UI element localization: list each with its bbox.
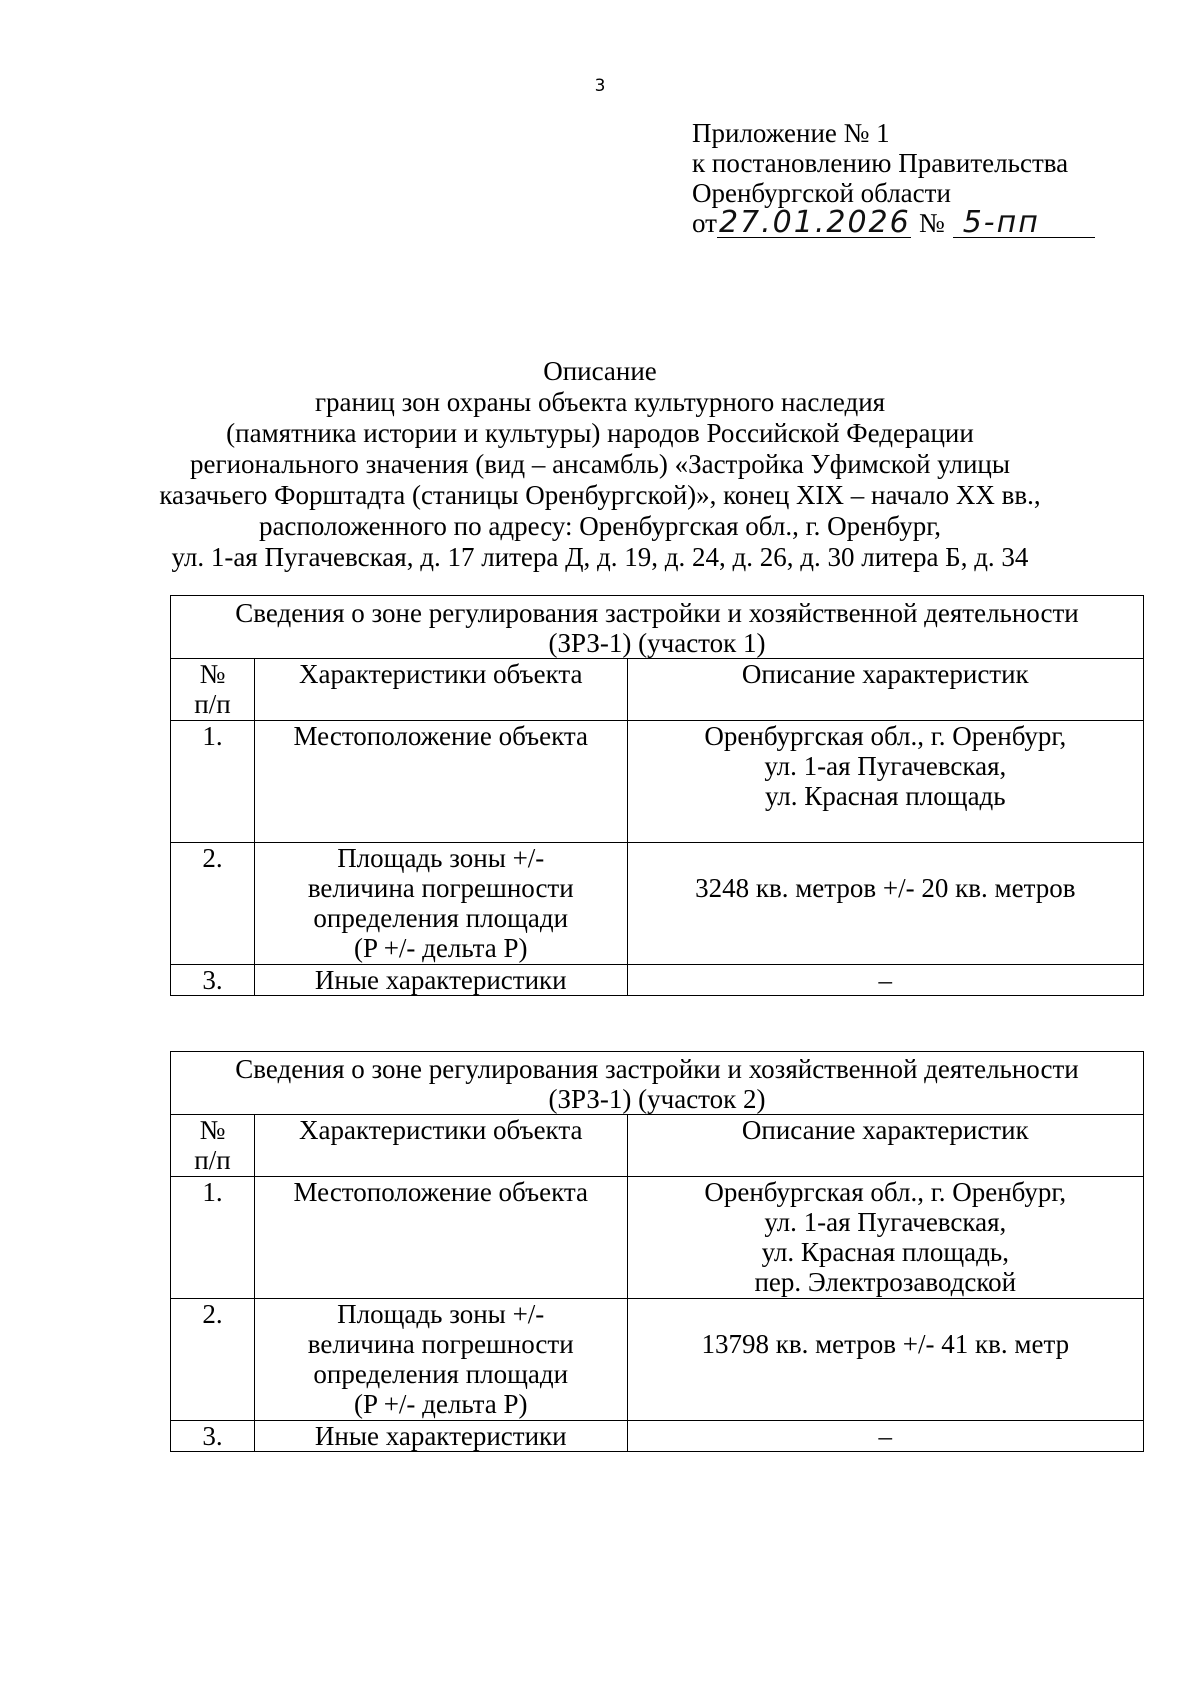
column-header-number [171,1115,255,1177]
row-number: 1. [171,721,255,843]
title-line: границ зон охраны объекта культурного наследия [314,387,886,417]
column-header-line: № [199,1115,226,1145]
appendix-date-number-row [692,205,1112,240]
row-characteristic [254,721,627,843]
cell-line: – [878,1421,893,1451]
row-characteristic [254,1177,627,1299]
title-line: казачьего Форштадта (станицы Оренбургской)», конец XIX – начало XX вв., [159,480,1041,510]
table-heading-line: (ЗРЗ-1) (участок 1) [548,628,766,658]
table-heading [171,1052,1144,1115]
table-row [171,721,1144,843]
zone-table-plot-1 [170,595,1144,996]
table-row [171,1299,1144,1421]
column-header-characteristic: Характеристики объекта [254,1115,627,1177]
title-line: Описание [543,356,657,386]
table-row [171,1177,1144,1299]
title-line: регионального значения (вид – ансамбль) «Застройка Уфимской улицы [190,449,1010,479]
cell-line: Оренбургская обл., г. Оренбург, [704,1177,1067,1207]
cell-line: определения площади [313,1359,569,1389]
number-label: № [918,208,945,238]
row-characteristic [254,843,627,965]
table-heading-line: (ЗРЗ-1) (участок 2) [548,1084,766,1114]
zone-table-plot-2 [170,1051,1144,1452]
cell-line: (P +/- дельта P) [353,1389,528,1419]
document-title [0,356,1200,573]
cell-line: Местоположение объекта [293,721,588,751]
cell-line: Иные характеристики [314,1421,567,1451]
cell-line: Местоположение объекта [293,1177,588,1207]
appendix-block [692,118,1112,238]
column-header-line: № [199,659,226,689]
cell-line: величина погрешности [307,873,574,903]
column-header-line: п/п [194,689,231,719]
column-header-description: Описание характеристик [627,1115,1143,1177]
row-description [627,721,1143,843]
column-header-line: п/п [194,1145,231,1175]
table-row [171,843,1144,965]
cell-line: Оренбургская обл., г. Оренбург, [704,721,1067,751]
cell-line: (P +/- дельта P) [353,933,528,963]
cell-line: ул. Красная площадь, [761,1237,1009,1267]
title-line: расположенного по адресу: Оренбургская обл., г. Оренбург, [258,511,942,541]
cell-line: Площадь зоны +/- [337,1299,545,1329]
row-number: 2. [171,843,255,965]
row-description [627,1177,1143,1299]
cell-line: 13798 кв. метров +/- 41 кв. метр [701,1329,1070,1359]
cell-line: величина погрешности [307,1329,574,1359]
column-header-characteristic: Характеристики объекта [254,659,627,721]
handwritten-date: 27.01.2026 [718,205,911,240]
cell-line: Площадь зоны +/- [337,843,545,873]
row-characteristic [254,965,627,996]
row-number: 2. [171,1299,255,1421]
cell-line: пер. Электрозаводской [754,1267,1017,1297]
table-heading-line: Сведения о зоне регулирования застройки и хозяйственной деятельности [235,598,1079,628]
column-header-description: Описание характеристик [627,659,1143,721]
appendix-title: Приложение № 1 [692,118,890,148]
handwritten-number: 5-пп [953,209,1095,238]
cell-line: – [878,965,893,995]
title-line: ул. 1-ая Пугачевская, д. 17 литера Д, д. 19, д. 24, д. 26, д. 30 литера Б, д. 34 [171,542,1029,572]
row-description [627,1421,1143,1452]
cell-line: 3248 кв. метров +/- 20 кв. метров [695,873,1076,903]
cell-line: ул. Красная площадь [764,781,1006,811]
cell-line: определения площади [313,903,569,933]
row-number: 1. [171,1177,255,1299]
cell-line: ул. 1-ая Пугачевская, [764,751,1007,781]
table-heading-line: Сведения о зоне регулирования застройки и хозяйственной деятельности [235,1054,1079,1084]
from-label: от [692,208,717,238]
row-characteristic [254,1299,627,1421]
table-row [171,1421,1144,1452]
table-row [171,965,1144,996]
table-heading [171,596,1144,659]
row-number: 3. [171,1421,255,1452]
title-line: (памятника истории и культуры) народов Российской Федерации [226,418,974,448]
column-header-number [171,659,255,721]
appendix-region: Оренбургской области [692,178,951,208]
appendix-reference: к постановлению Правительства [692,148,1069,178]
row-description [627,843,1143,965]
cell-line: ул. 1-ая Пугачевская, [764,1207,1007,1237]
page-number: 3 [594,76,606,96]
row-description [627,1299,1143,1421]
row-description [627,965,1143,996]
row-number: 3. [171,965,255,996]
cell-line: Иные характеристики [314,965,567,995]
row-characteristic [254,1421,627,1452]
